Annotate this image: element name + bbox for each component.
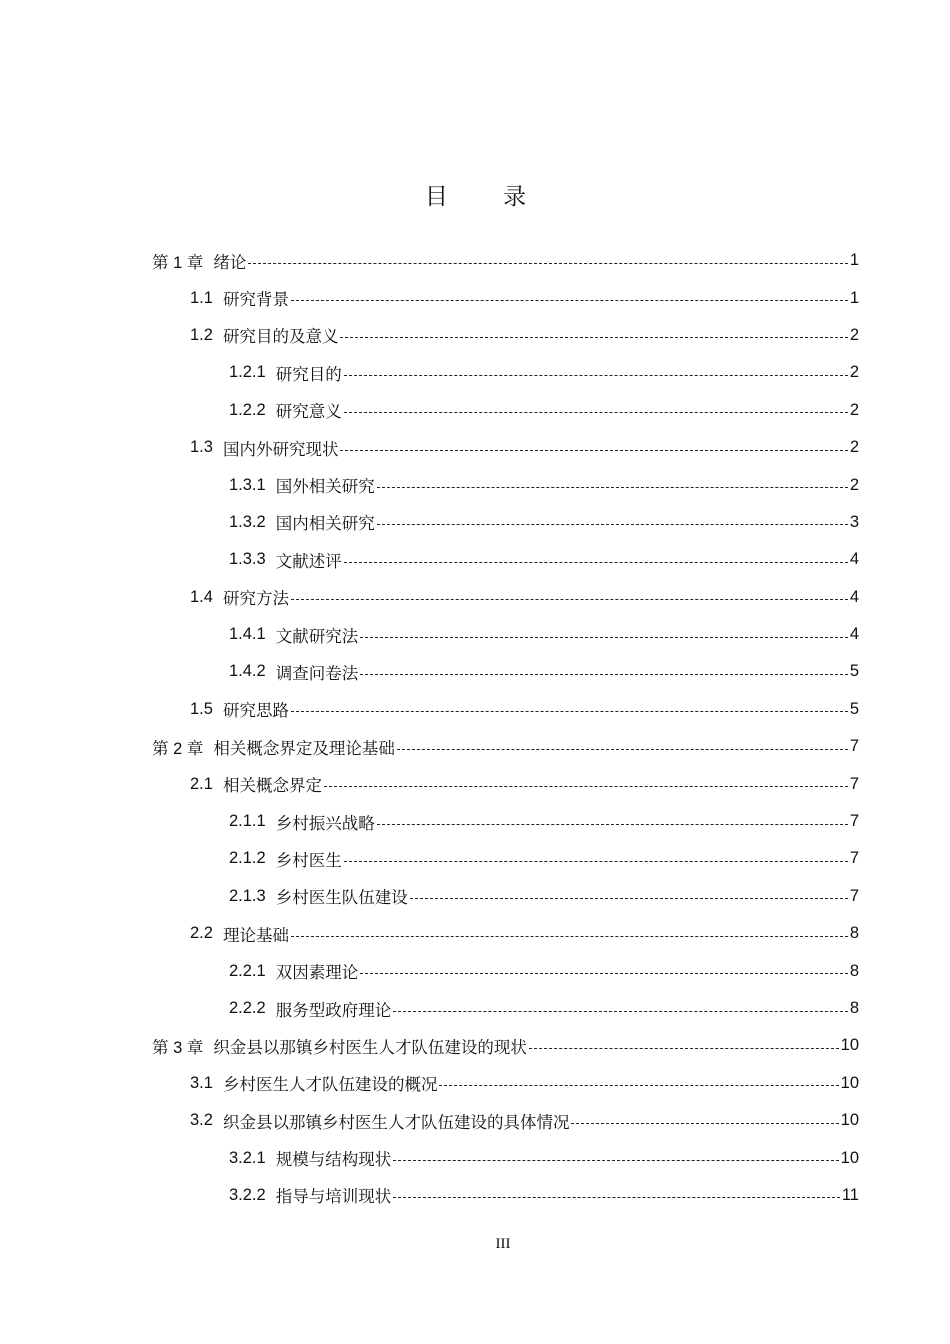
entry-page: 1 bbox=[849, 288, 859, 307]
entry-number: 第 2 章 bbox=[152, 739, 204, 758]
dot-leader bbox=[291, 935, 848, 937]
entry-label: 研究思路 bbox=[222, 702, 289, 721]
entry-number: 1.4.1 bbox=[229, 625, 266, 644]
entry-page: 2 bbox=[849, 438, 859, 457]
entry-number: 第 1 章 bbox=[152, 253, 204, 272]
dot-leader bbox=[393, 1010, 848, 1012]
toc-entry-chapter-3[interactable] bbox=[0, 1027, 950, 1064]
toc-entry-3-2[interactable] bbox=[0, 1102, 950, 1139]
toc-entry-2-1[interactable] bbox=[0, 765, 950, 802]
entry-number: 1.2.1 bbox=[229, 363, 266, 382]
entry-label: 调查问卷法 bbox=[275, 664, 359, 683]
dot-leader bbox=[377, 823, 848, 825]
dot-leader bbox=[344, 561, 848, 563]
dot-leader bbox=[324, 785, 848, 787]
entry-number: 2.1.1 bbox=[229, 812, 266, 831]
entry-label: 理论基础 bbox=[222, 926, 289, 945]
entry-number: 1.3 bbox=[190, 438, 213, 457]
toc-entry-1-2[interactable] bbox=[0, 317, 950, 354]
dot-leader bbox=[529, 1047, 839, 1049]
entry-number: 1.3.1 bbox=[229, 475, 266, 494]
toc-entry-chapter-1[interactable] bbox=[0, 242, 950, 279]
toc-entry-2-1-2[interactable] bbox=[0, 840, 950, 877]
entry-page: 8 bbox=[849, 924, 859, 943]
entry-number: 1.3.3 bbox=[229, 550, 266, 569]
toc-entry-2-2-2[interactable] bbox=[0, 990, 950, 1027]
entry-number: 1.5 bbox=[190, 699, 213, 718]
entry-page: 7 bbox=[849, 886, 859, 905]
entry-label: 研究意义 bbox=[275, 403, 342, 422]
entry-label: 双因素理论 bbox=[275, 964, 359, 983]
toc-entry-1-2-2[interactable] bbox=[0, 392, 950, 429]
toc-entry-1-1[interactable] bbox=[0, 279, 950, 316]
dot-leader bbox=[397, 748, 848, 750]
entry-number: 2.2 bbox=[190, 924, 213, 943]
entry-label: 研究方法 bbox=[222, 590, 289, 609]
dot-leader bbox=[377, 486, 848, 488]
entry-page: 2 bbox=[849, 325, 859, 344]
entry-page: 10 bbox=[840, 1148, 859, 1167]
entry-number: 3.2.1 bbox=[229, 1148, 266, 1167]
dot-leader bbox=[571, 1122, 838, 1124]
toc-entry-1-3[interactable] bbox=[0, 429, 950, 466]
entry-page: 8 bbox=[849, 961, 859, 980]
toc-entry-1-4-1[interactable] bbox=[0, 616, 950, 653]
entry-page: 2 bbox=[849, 363, 859, 382]
toc-entry-1-2-1[interactable] bbox=[0, 354, 950, 391]
entry-page: 8 bbox=[849, 999, 859, 1017]
entry-number: 2.1 bbox=[190, 774, 213, 793]
entry-number: 1.4.2 bbox=[229, 662, 266, 681]
dot-leader bbox=[439, 1084, 838, 1086]
dot-leader bbox=[377, 523, 848, 525]
dot-leader bbox=[360, 636, 848, 638]
toc-entry-3-2-1[interactable] bbox=[0, 1139, 950, 1176]
dot-leader bbox=[291, 299, 848, 301]
entry-number: 2.1.2 bbox=[229, 849, 266, 868]
entry-label: 文献研究法 bbox=[275, 627, 359, 646]
entry-number: 3.2.2 bbox=[229, 1185, 266, 1204]
entry-number: 3.2 bbox=[190, 1111, 213, 1130]
entry-label: 乡村医生队伍建设 bbox=[275, 889, 408, 908]
entry-page: 7 bbox=[849, 737, 859, 756]
entry-label: 服务型政府理论 bbox=[275, 1001, 392, 1020]
entry-label: 织金县以那镇乡村医生人才队伍建设的具体情况 bbox=[222, 1113, 570, 1132]
toc-entry-2-2-1[interactable] bbox=[0, 952, 950, 989]
entry-label: 文献述评 bbox=[275, 552, 342, 571]
entry-page: 7 bbox=[849, 774, 859, 793]
page-number: III bbox=[495, 1236, 511, 1252]
toc-title: 目 录 bbox=[424, 184, 551, 210]
toc-entry-3-2-2[interactable] bbox=[0, 1177, 950, 1214]
entry-page: 4 bbox=[849, 625, 859, 644]
dot-leader bbox=[410, 897, 848, 899]
entry-number: 1.2.2 bbox=[229, 400, 266, 419]
toc-entry-2-1-3[interactable] bbox=[0, 878, 950, 915]
entry-page: 2 bbox=[849, 400, 859, 419]
entry-label: 研究背景 bbox=[222, 291, 289, 310]
entry-page: 1 bbox=[849, 251, 859, 270]
toc-entry-2-2[interactable] bbox=[0, 915, 950, 952]
toc-entry-1-3-2[interactable] bbox=[0, 504, 950, 541]
dot-leader bbox=[340, 336, 847, 338]
entry-page: 5 bbox=[849, 699, 859, 718]
table-of-contents bbox=[0, 242, 950, 1214]
toc-entry-1-3-3[interactable] bbox=[0, 541, 950, 578]
toc-entry-1-5[interactable] bbox=[0, 691, 950, 728]
entry-page: 2 bbox=[849, 475, 859, 494]
entry-number: 2.1.3 bbox=[229, 886, 266, 905]
entry-page: 5 bbox=[849, 662, 859, 681]
entry-page: 4 bbox=[849, 587, 859, 606]
toc-entry-3-1[interactable] bbox=[0, 1065, 950, 1102]
entry-label: 绪论 bbox=[213, 253, 247, 272]
dot-leader bbox=[360, 673, 848, 675]
entry-number: 1.1 bbox=[190, 288, 213, 307]
toc-entry-1-4[interactable] bbox=[0, 579, 950, 616]
entry-number: 第 3 章 bbox=[152, 1038, 204, 1057]
entry-label: 国外相关研究 bbox=[275, 478, 375, 497]
entry-page: 7 bbox=[849, 849, 859, 868]
entry-page: 10 bbox=[840, 1073, 859, 1092]
entry-label: 国内外研究现状 bbox=[222, 440, 339, 459]
entry-label: 乡村振兴战略 bbox=[275, 814, 375, 833]
dot-leader bbox=[291, 598, 848, 600]
entry-label: 研究目的 bbox=[275, 365, 342, 384]
entry-label: 乡村医生 bbox=[275, 851, 342, 870]
dot-leader bbox=[393, 1196, 840, 1198]
entry-label: 相关概念界定及理论基础 bbox=[213, 739, 395, 758]
dot-leader bbox=[291, 710, 848, 712]
toc-entry-1-3-1[interactable] bbox=[0, 466, 950, 503]
entry-number: 3.1 bbox=[190, 1073, 213, 1092]
toc-entry-2-1-1[interactable] bbox=[0, 803, 950, 840]
entry-page: 7 bbox=[849, 812, 859, 831]
entry-label: 织金县以那镇乡村医生人才队伍建设的现状 bbox=[213, 1038, 527, 1057]
dot-leader bbox=[393, 1159, 838, 1161]
entry-page: 11 bbox=[841, 1185, 859, 1204]
entry-label: 国内相关研究 bbox=[275, 515, 375, 534]
entry-number: 1.4 bbox=[190, 587, 213, 606]
dot-leader bbox=[248, 262, 847, 264]
entry-number: 1.3.2 bbox=[229, 512, 266, 531]
dot-leader bbox=[340, 449, 847, 451]
entry-label: 规模与结构现状 bbox=[275, 1151, 392, 1170]
entry-label: 研究目的及意义 bbox=[222, 328, 339, 347]
entry-label: 相关概念界定 bbox=[222, 777, 322, 796]
dot-leader bbox=[344, 860, 848, 862]
entry-page: 4 bbox=[849, 550, 859, 569]
dot-leader bbox=[360, 972, 848, 974]
toc-entry-chapter-2[interactable] bbox=[0, 728, 950, 765]
entry-number: 2.2.2 bbox=[229, 999, 266, 1017]
dot-leader bbox=[344, 374, 848, 376]
dot-leader bbox=[344, 411, 848, 413]
toc-entry-1-4-2[interactable] bbox=[0, 653, 950, 690]
entry-page: 3 bbox=[849, 512, 859, 531]
entry-page: 10 bbox=[840, 1111, 859, 1130]
entry-label: 指导与培训现状 bbox=[275, 1188, 392, 1207]
entry-number: 1.2 bbox=[190, 325, 213, 344]
entry-page: 10 bbox=[840, 1036, 859, 1055]
entry-label: 乡村医生人才队伍建设的概况 bbox=[222, 1076, 438, 1095]
entry-number: 2.2.1 bbox=[229, 961, 266, 980]
